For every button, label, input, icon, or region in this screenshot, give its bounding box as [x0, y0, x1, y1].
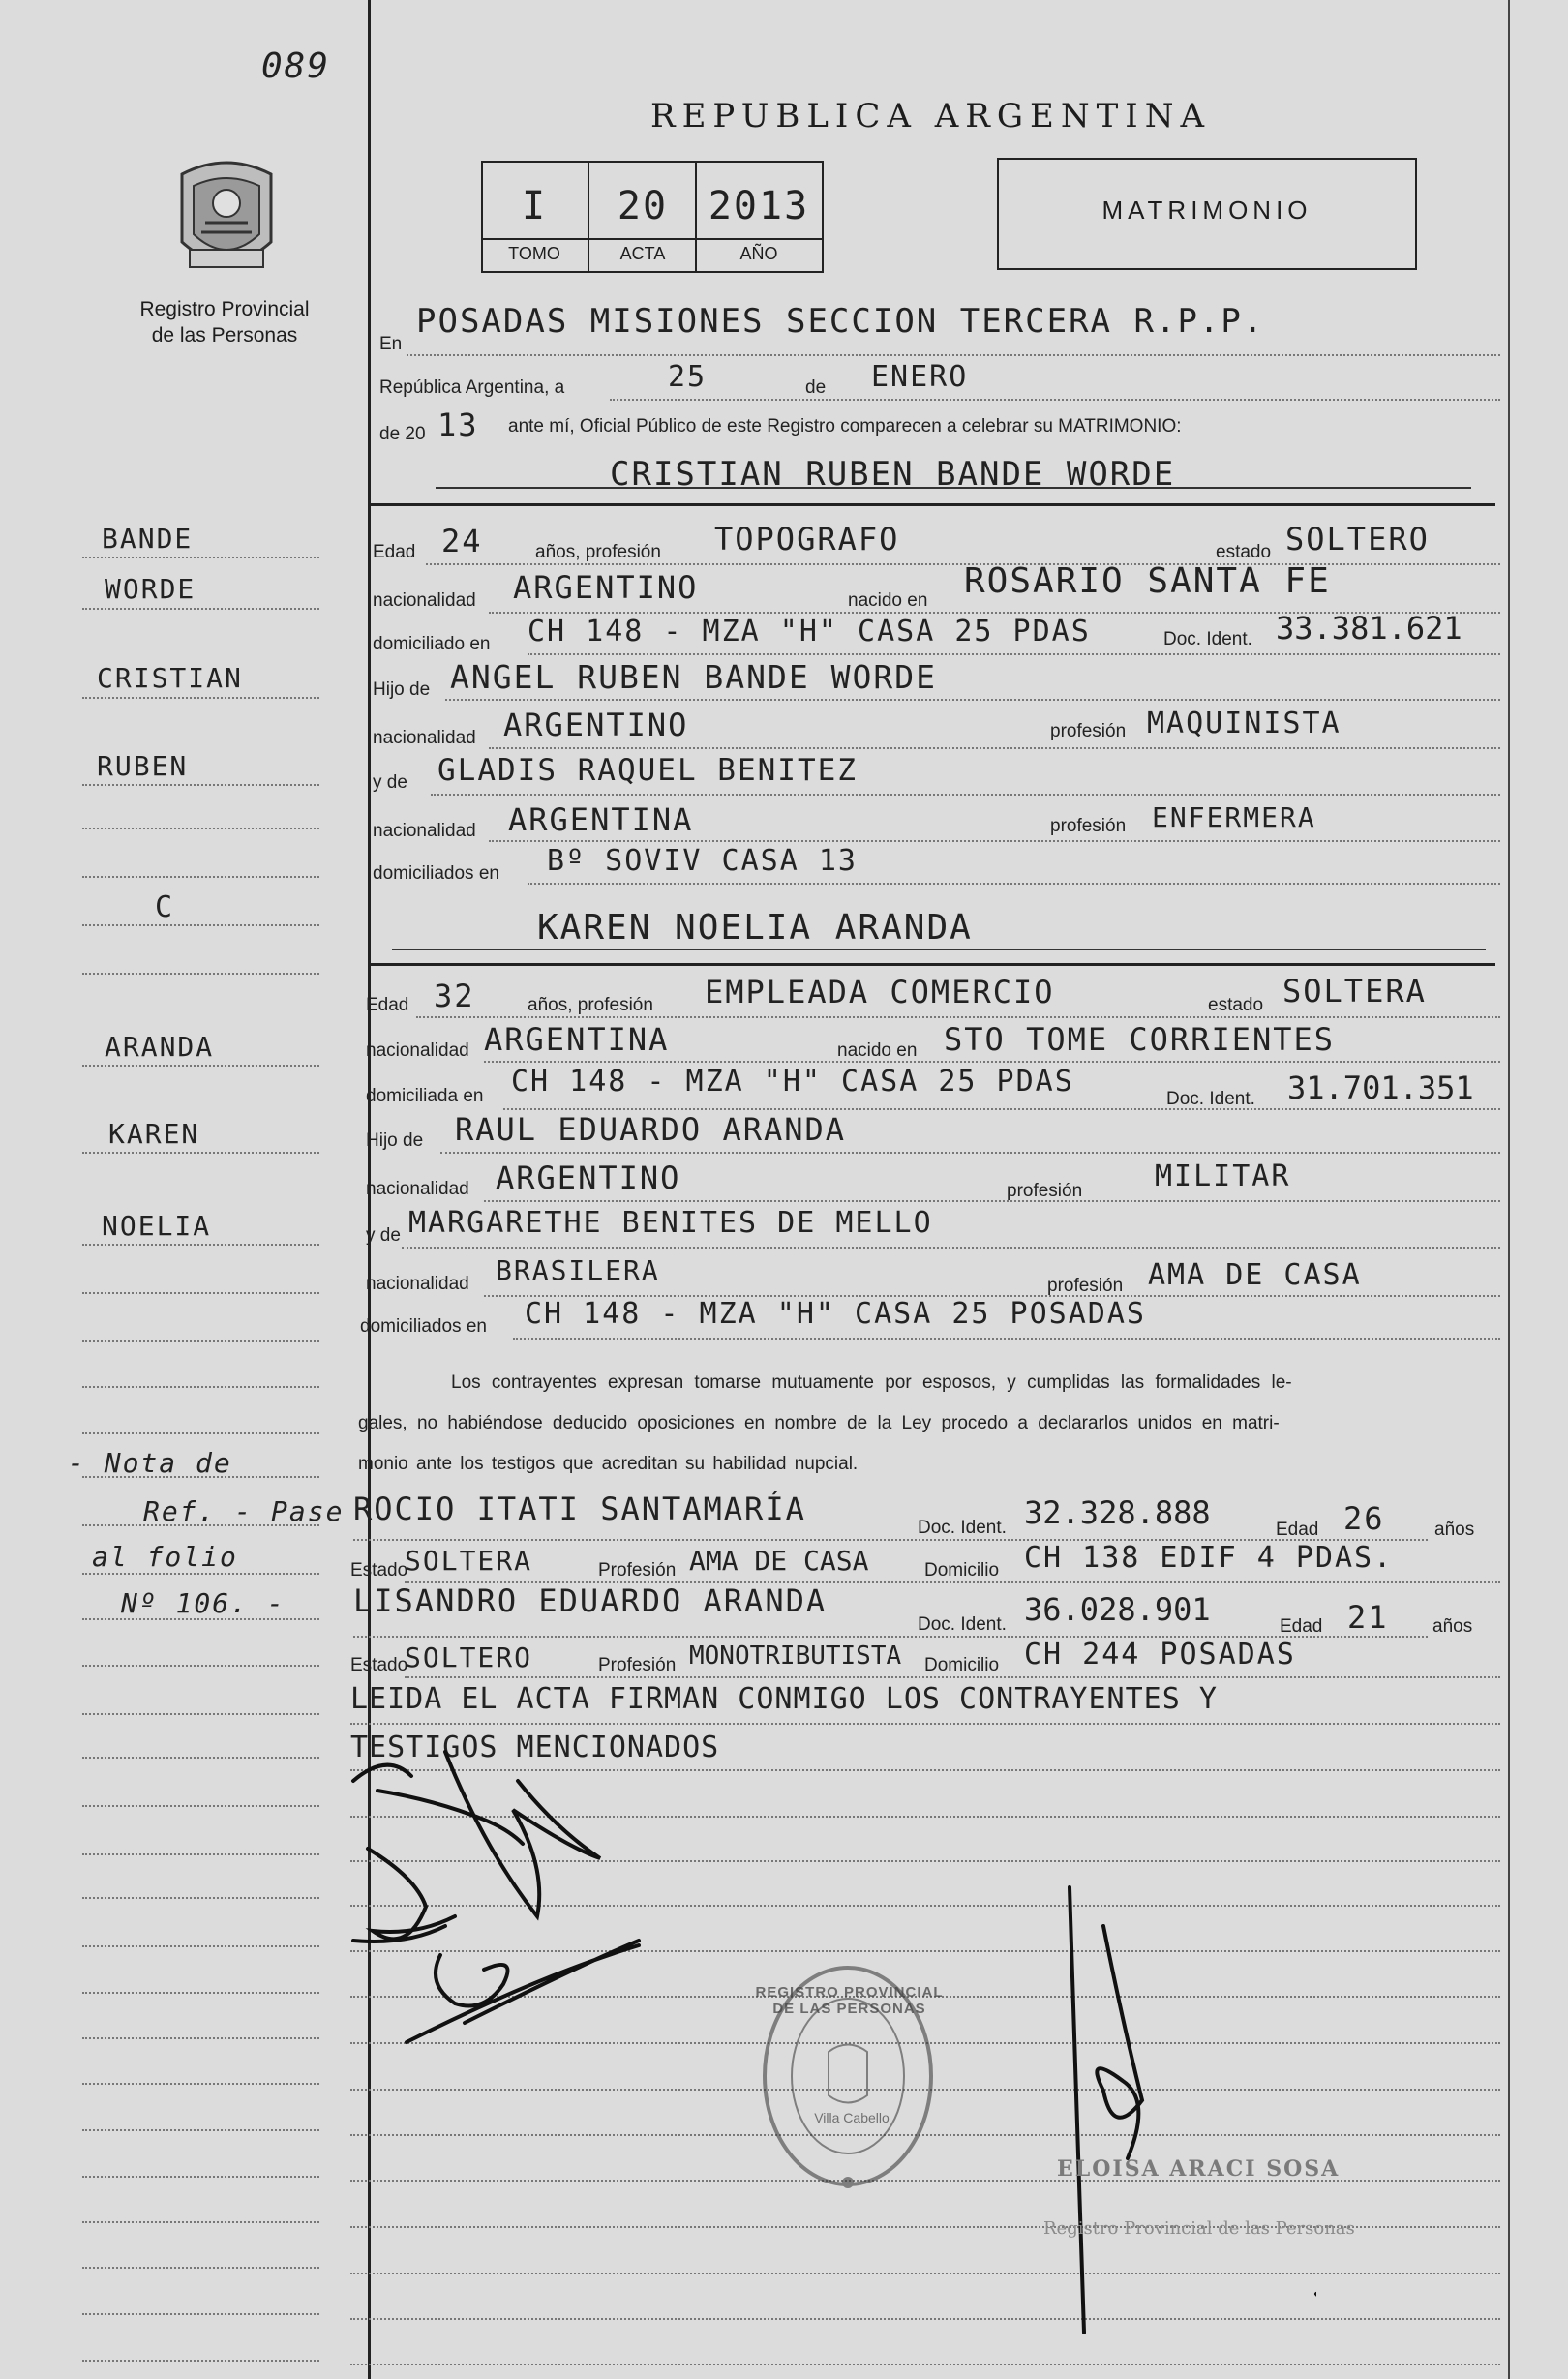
field-line	[528, 883, 1500, 885]
bride-father-nac-label: nacionalidad	[366, 1179, 469, 1199]
groom-mother-nationality: ARGENTINA	[508, 801, 694, 838]
signature-witness2	[407, 1941, 639, 2042]
groom-yde-label: y de	[373, 772, 407, 793]
bride-anios-label: años, profesión	[528, 995, 653, 1015]
bride-age: 32	[434, 978, 475, 1014]
groom-dom-label: domiciliado en	[373, 634, 491, 654]
margin-line	[82, 1992, 319, 1994]
witness2-doc-label: Doc. Ident.	[918, 1614, 1007, 1635]
groom-full-name: CRISTIAN RUBEN BANDE WORDE	[610, 455, 1176, 494]
declaration-line-1: Los contrayentes expresan tomarse mutuamente por esposos, y cumplidas las formalidades le-	[451, 1372, 1292, 1393]
field-line	[440, 1152, 1500, 1154]
bride-yde-label: y de	[366, 1225, 401, 1246]
en-label: En	[379, 334, 403, 354]
groom-section-divider	[368, 503, 1495, 506]
groom-mother-prof-label: profesión	[1050, 816, 1127, 836]
bride-doc-label: Doc. Ident.	[1166, 1089, 1255, 1109]
groom-father-nationality: ARGENTINO	[503, 707, 689, 743]
margin-line	[82, 697, 319, 699]
witness2-anios-label: años	[1432, 1616, 1473, 1637]
field-line	[489, 747, 1500, 749]
bride-mother-nationality: BRASILERA	[496, 1254, 660, 1286]
margin-line	[82, 2083, 319, 2085]
groom-mother: GLADIS RAQUEL BENITEZ	[437, 753, 858, 788]
bride-nationality: ARGENTINA	[484, 1021, 670, 1058]
bride-profession: EMPLEADA COMERCIO	[705, 974, 1055, 1010]
bride-nac-label: nacionalidad	[366, 1040, 469, 1061]
margin-bride-name-2: NOELIA	[102, 1210, 212, 1242]
bride-father-profession: MILITAR	[1155, 1159, 1291, 1193]
bride-father-nationality: ARGENTINO	[496, 1159, 681, 1196]
margin-line	[82, 2360, 319, 2362]
groom-estado-label: estado	[1216, 542, 1272, 562]
witness2-name: LISANDRO EDUARDO ARANDA	[353, 1582, 828, 1619]
groom-parents-dom-label: domiciliados en	[373, 863, 499, 884]
field-line	[513, 1338, 1500, 1340]
margin-line	[82, 876, 319, 878]
place: POSADAS MISIONES SECCION TERCERA R.P.P.	[416, 302, 1265, 341]
stamp-office: Villa Cabello	[814, 2110, 890, 2125]
groom-age: 24	[441, 523, 483, 559]
groom-edad-label: Edad	[373, 542, 416, 562]
witness2-address: CH 244 POSADAS	[1024, 1638, 1296, 1671]
closing-line-1: LEIDA EL ACTA FIRMAN CONMIGO LOS CONTRAYENTES Y	[350, 1682, 1218, 1716]
margin-connector: C	[155, 890, 175, 924]
signature-witness1	[353, 1849, 455, 1942]
margin-line	[82, 1573, 319, 1575]
bride-mother-profession: AMA DE CASA	[1148, 1258, 1362, 1292]
bride-nacido-label: nacido en	[837, 1040, 918, 1061]
bride-doc: 31.701.351	[1287, 1069, 1474, 1106]
groom-doc: 33.381.621	[1276, 610, 1462, 647]
document-type: MATRIMONIO	[1101, 196, 1312, 225]
official-title: Registro Provincial de las Personas	[1043, 2218, 1355, 2239]
margin-line	[82, 1665, 319, 1667]
bride-father-prof-label: profesión	[1007, 1181, 1083, 1201]
name-line	[436, 487, 1471, 489]
margin-groom-name-1: CRISTIAN	[97, 662, 243, 694]
margin-bride-name-1: KAREN	[108, 1118, 200, 1150]
margin-line	[82, 1292, 319, 1294]
tomo-label: TOMO	[508, 244, 560, 263]
groom-nationality: ARGENTINO	[513, 569, 699, 606]
anio-value: 2013	[708, 184, 810, 228]
bride-full-name: KAREN NOELIA ARANDA	[537, 908, 973, 948]
margin-line	[82, 2221, 319, 2223]
marriage-month: ENERO	[871, 360, 969, 394]
republic-label: República Argentina, a	[379, 377, 565, 398]
margin-line	[82, 2313, 319, 2315]
field-line	[416, 1016, 1500, 1018]
margin-line	[82, 2267, 319, 2269]
margin-line	[82, 1897, 319, 1899]
margin-note-2: Ref. - Pase	[143, 1495, 345, 1527]
bride-mother-nac-label: nacionalidad	[366, 1274, 469, 1294]
witness2-prof-label: Profesión	[598, 1655, 677, 1675]
bride-mother: MARGARETHE BENITES DE MELLO	[408, 1206, 933, 1240]
witness2-edad-label: Edad	[1280, 1616, 1323, 1637]
margin-line	[82, 784, 319, 786]
year-suffix: 13	[437, 407, 479, 443]
margin-line	[82, 1805, 319, 1807]
margin-line	[82, 2037, 319, 2039]
anio-label: AÑO	[739, 244, 778, 263]
margin-note-3: al folio	[92, 1541, 238, 1573]
registry-caption	[108, 296, 341, 348]
groom-birthplace: ROSARIO SANTA FE	[964, 561, 1331, 601]
field-line	[402, 1247, 1500, 1249]
bride-birthplace: STO TOME CORRIENTES	[944, 1021, 1336, 1058]
groom-profession: TOPOGRAFO	[714, 521, 900, 557]
appear-text: ante mí, Oficial Público de este Registro comparecen a celebrar su MATRIMONIO:	[508, 416, 1182, 437]
field-line	[503, 1108, 1500, 1110]
witness1-dom-label: Domicilio	[924, 1560, 1000, 1581]
margin-line	[82, 973, 319, 975]
margin-line	[82, 2176, 319, 2178]
groom-doc-label: Doc. Ident.	[1163, 629, 1252, 649]
groom-father-nac-label: nacionalidad	[373, 728, 476, 748]
field-line	[405, 1676, 1500, 1678]
declaration-line-3: monio ante los testigos que acreditan su habilidad nupcial.	[358, 1454, 859, 1474]
witness1-prof-label: Profesión	[598, 1560, 677, 1581]
country-title: REPUBLICA ARGENTINA	[650, 97, 1212, 136]
field-line	[350, 1723, 1500, 1725]
margin-line	[82, 1386, 319, 1388]
witness1-address: CH 138 EDIF 4 PDAS.	[1024, 1541, 1394, 1575]
groom-mother-nac-label: nacionalidad	[373, 821, 476, 841]
emblem	[172, 157, 281, 283]
marriage-day: 25	[668, 360, 708, 394]
margin-note-4: Nº 106. -	[121, 1587, 286, 1619]
tomo-value: I	[521, 184, 548, 228]
de-label: de	[805, 377, 827, 398]
intro-line	[610, 399, 1500, 401]
bride-edad-label: Edad	[366, 995, 409, 1015]
margin-line	[82, 1432, 319, 1434]
right-border-rule	[1508, 0, 1510, 2379]
margin-line	[82, 924, 319, 926]
signature-official	[1070, 1887, 1142, 2333]
bride-father: RAUL EDUARDO ARANDA	[455, 1111, 847, 1148]
official-name: ELOISA ARACI SOSA	[1057, 2156, 1341, 2182]
witness1-doc-label: Doc. Ident.	[918, 1518, 1007, 1538]
declaration-line-2: gales, no habiéndose deducido oposiciones en nombre de la Ley procedo a declararlos unidos en matri-	[358, 1413, 1280, 1433]
margin-groom-surname-2: WORDE	[105, 573, 196, 605]
margin-line	[82, 1713, 319, 1715]
intro-line	[407, 354, 1500, 356]
groom-father-prof-label: profesión	[1050, 721, 1127, 741]
field-line	[431, 794, 1500, 796]
groom-address: CH 148 - MZA "H" CASA 25 PDAS	[528, 615, 1091, 648]
acta-label: ACTA	[619, 244, 666, 263]
name-line	[392, 949, 1486, 950]
witness2-age: 21	[1347, 1599, 1389, 1636]
margin-line	[82, 1853, 319, 1855]
bride-section-divider	[368, 963, 1495, 966]
groom-civil-status: SOLTERO	[1285, 521, 1430, 557]
field-line	[484, 1061, 1500, 1063]
witness1-doc: 32.328.888	[1024, 1494, 1211, 1531]
bride-hijo-label: Hijo de	[366, 1130, 424, 1151]
bride-civil-status: SOLTERA	[1282, 973, 1427, 1009]
bride-parents-address: CH 148 - MZA "H" CASA 25 POSADAS	[525, 1297, 1146, 1331]
witness1-name: ROCIO ITATI SANTAMARÍA	[353, 1491, 806, 1527]
groom-mother-profession: ENFERMERA	[1152, 801, 1316, 833]
witness2-civil-status: SOLTERO	[405, 1641, 533, 1673]
witness1-estado-label: Estado	[350, 1560, 408, 1581]
bride-parents-dom-label: domiciliados en	[360, 1316, 487, 1337]
margin-groom-name-2: RUBEN	[97, 750, 189, 782]
margin-note-1: - Nota de	[68, 1447, 232, 1479]
witness2-profession: MONOTRIBUTISTA	[689, 1641, 902, 1671]
bride-estado-label: estado	[1208, 995, 1264, 1015]
witness1-anios-label: años	[1434, 1520, 1475, 1540]
groom-father: ANGEL RUBEN BANDE WORDE	[450, 658, 937, 696]
box-divider	[481, 238, 822, 240]
groom-parents-address: Bº SOVIV CASA 13	[547, 844, 858, 878]
margin-line	[82, 1244, 319, 1246]
witness1-age: 26	[1343, 1500, 1385, 1537]
signature-bride	[445, 1752, 600, 1916]
margin-line	[82, 1065, 319, 1067]
bride-dom-label: domiciliada en	[366, 1086, 484, 1106]
field-line	[528, 653, 1500, 655]
witness1-profession: AMA DE CASA	[689, 1545, 869, 1577]
margin-groom-surname-1: BANDE	[102, 523, 194, 555]
field-line	[445, 699, 1500, 701]
margin-line	[82, 828, 319, 829]
registry-caption-line1: Registro Provincial	[139, 298, 310, 320]
margin-line	[82, 2129, 319, 2131]
witness2-estado-label: Estado	[350, 1655, 408, 1675]
field-line	[484, 1200, 1500, 1202]
acta-value: 20	[617, 184, 669, 228]
bride-mother-prof-label: profesión	[1047, 1276, 1124, 1296]
witness1-civil-status: SOLTERA	[405, 1545, 533, 1577]
page-number: 089	[261, 46, 331, 86]
groom-father-profession: MAQUINISTA	[1147, 707, 1342, 740]
groom-nac-label: nacionalidad	[373, 590, 476, 611]
year-label: de 20	[379, 424, 426, 444]
groom-anios-label: años, profesión	[535, 542, 661, 562]
stamp-ring-text: REGISTRO PROVINCIAL DE LAS PERSONAS	[755, 1984, 944, 2017]
closing-line-2: TESTIGOS MENCIONADOS	[350, 1731, 720, 1764]
field-line	[489, 840, 1500, 842]
margin-bride-surname: ARANDA	[105, 1031, 215, 1063]
bride-address: CH 148 - MZA "H" CASA 25 PDAS	[511, 1065, 1074, 1099]
margin-line	[82, 608, 319, 610]
groom-nacido-label: nacido en	[848, 590, 928, 611]
margin-line	[82, 1945, 319, 1947]
signature-groom	[353, 1765, 523, 1844]
margin-line	[82, 1757, 319, 1759]
field-line	[426, 563, 1500, 565]
groom-hijo-label: Hijo de	[373, 679, 431, 700]
margin-line	[82, 1152, 319, 1154]
witness2-doc: 36.028.901	[1024, 1591, 1211, 1628]
margin-line	[82, 557, 319, 558]
witness2-dom-label: Domicilio	[924, 1655, 1000, 1675]
margin-line	[82, 1340, 319, 1342]
witness1-edad-label: Edad	[1276, 1520, 1319, 1540]
registry-caption-line2: de las Personas	[151, 324, 298, 346]
